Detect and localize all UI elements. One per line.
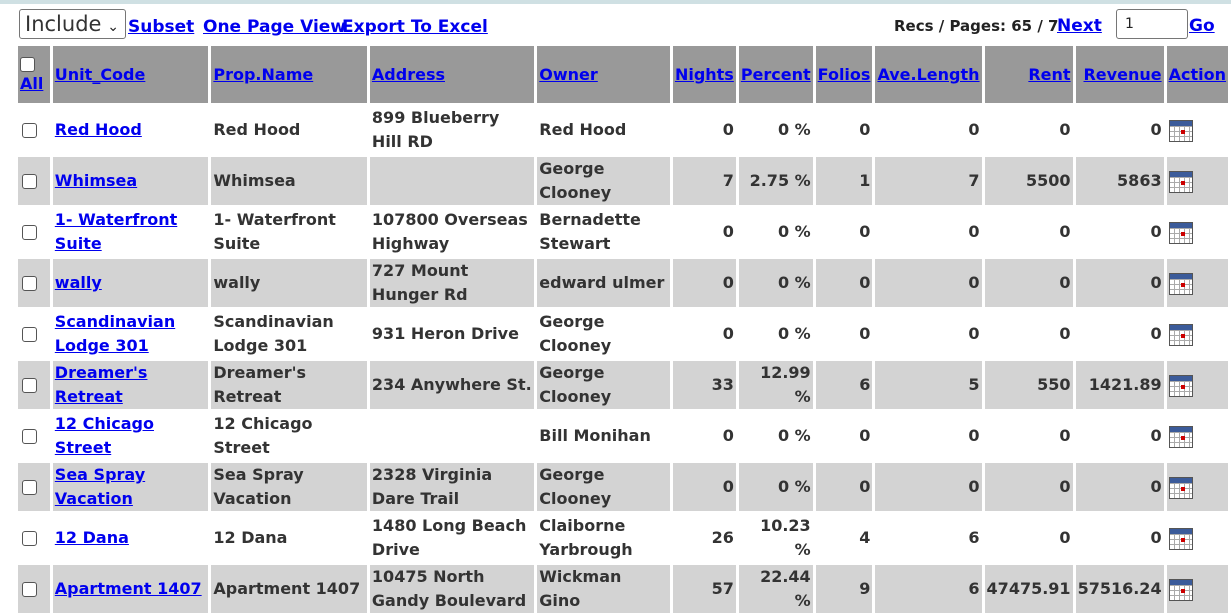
row-checkbox[interactable] bbox=[22, 531, 37, 546]
unit-code-link[interactable]: 12 Chicago Street bbox=[54, 414, 154, 457]
page-number-input[interactable]: 1 bbox=[1116, 9, 1188, 39]
prop-name-cell: wally bbox=[211, 259, 367, 307]
unit-code-header[interactable]: Unit_Code bbox=[54, 65, 146, 84]
next-page-link[interactable]: Next bbox=[1057, 16, 1102, 36]
percent-header[interactable]: Percent bbox=[740, 65, 811, 84]
unit-code-link[interactable]: Whimsea bbox=[54, 171, 138, 190]
revenue-cell: 0 bbox=[1150, 324, 1162, 343]
address-cell: 1480 Long Beach Drive bbox=[371, 516, 527, 559]
nights-cell: 33 bbox=[673, 361, 736, 409]
unit-code-link[interactable]: Apartment 1407 bbox=[54, 579, 202, 598]
calendar-icon[interactable] bbox=[1169, 171, 1193, 193]
unit-code-cell bbox=[53, 106, 209, 154]
unit-code-link[interactable]: Red Hood bbox=[54, 120, 142, 139]
action-cell bbox=[1167, 310, 1228, 358]
unit-code-link[interactable]: Dreamer's Retreat bbox=[54, 363, 148, 406]
nights-cell: 0 bbox=[722, 120, 734, 139]
row-select-cell bbox=[18, 514, 50, 562]
action-cell bbox=[1167, 565, 1228, 613]
row-checkbox[interactable] bbox=[22, 174, 37, 189]
rent-cell: 0 bbox=[1059, 120, 1071, 139]
revenue-header[interactable]: Revenue bbox=[1083, 65, 1162, 84]
folios-cell: 4 bbox=[859, 528, 871, 547]
unit-code-cell bbox=[53, 208, 209, 256]
calendar-icon[interactable] bbox=[1169, 273, 1193, 295]
unit-code-link[interactable]: Scandinavian Lodge 301 bbox=[54, 312, 176, 355]
action-cell bbox=[1167, 463, 1228, 511]
revenue-cell: 0 bbox=[1150, 528, 1162, 547]
nights-cell: 57 bbox=[673, 565, 736, 613]
row-checkbox[interactable] bbox=[22, 378, 37, 393]
revenue-cell: 5863 bbox=[1076, 157, 1164, 205]
folios-cell: 0 bbox=[859, 120, 871, 139]
prop-name-header[interactable]: Prop.Name bbox=[213, 65, 314, 84]
all-label[interactable]: All bbox=[20, 73, 44, 93]
select-all-header[interactable] bbox=[18, 46, 50, 103]
address-cell: 107800 Overseas Highway bbox=[371, 210, 528, 253]
row-select-cell bbox=[18, 463, 50, 511]
row-select-cell bbox=[18, 208, 50, 256]
unit-code-cell bbox=[53, 463, 209, 511]
rent-cell: 47475.91 bbox=[985, 565, 1073, 613]
owner-cell: George Clooney bbox=[537, 361, 670, 409]
folios-cell: 0 bbox=[859, 324, 871, 343]
unit-code-cell bbox=[53, 310, 209, 358]
prop-name-cell: Red Hood bbox=[213, 120, 301, 139]
row-select-cell bbox=[18, 259, 50, 307]
action-header[interactable]: Action bbox=[1168, 65, 1226, 84]
select-all-checkbox[interactable] bbox=[20, 57, 35, 72]
unit-code-link[interactable]: wally bbox=[54, 273, 102, 292]
owner-cell: edward ulmer bbox=[537, 259, 670, 307]
owner-cell: Red Hood bbox=[539, 120, 627, 139]
unit-code-cell bbox=[53, 361, 209, 409]
prop-name-cell: Sea Spray Vacation bbox=[211, 463, 367, 511]
nights-cell: 26 bbox=[711, 528, 734, 547]
top-border bbox=[0, 0, 1231, 4]
ave-length-cell: 0 bbox=[968, 120, 980, 139]
action-cell bbox=[1167, 106, 1228, 154]
percent-cell: 12.99 % bbox=[739, 361, 813, 409]
go-link[interactable]: Go bbox=[1189, 16, 1215, 36]
prop-name-cell: 12 Dana bbox=[213, 528, 288, 547]
revenue-cell: 0 bbox=[1076, 463, 1164, 511]
percent-cell: 0 % bbox=[777, 222, 811, 241]
owner-cell: Claiborne Yarbrough bbox=[539, 516, 633, 559]
percent-cell: 2.75 % bbox=[739, 157, 813, 205]
owner-cell: Bernadette Stewart bbox=[539, 210, 641, 253]
folios-cell: 0 bbox=[859, 426, 871, 445]
percent-cell: 22.44 % bbox=[739, 565, 813, 613]
folios-cell: 9 bbox=[816, 565, 873, 613]
unit-code-cell bbox=[53, 157, 209, 205]
percent-cell: 0 % bbox=[739, 463, 813, 511]
table-row bbox=[18, 361, 1228, 409]
table-row bbox=[18, 106, 1228, 154]
revenue-cell: 57516.24 bbox=[1076, 565, 1164, 613]
rent-cell: 0 bbox=[1059, 324, 1071, 343]
action-cell bbox=[1167, 412, 1228, 460]
export-to-excel-link[interactable]: Export To Excel bbox=[342, 17, 488, 37]
row-select-cell bbox=[18, 157, 50, 205]
owner-header[interactable]: Owner bbox=[539, 65, 598, 84]
folios-cell: 1 bbox=[816, 157, 873, 205]
rent-cell: 0 bbox=[985, 259, 1073, 307]
filter-select-value: Include bbox=[25, 12, 102, 36]
subset-link[interactable]: Subset bbox=[128, 17, 195, 37]
calendar-icon[interactable] bbox=[1169, 477, 1193, 499]
calendar-icon[interactable] bbox=[1169, 426, 1193, 448]
table-row bbox=[18, 565, 1228, 613]
ave-length-cell: 5 bbox=[875, 361, 981, 409]
ave-length-header[interactable]: Ave.Length bbox=[877, 65, 980, 84]
rent-cell: 0 bbox=[1059, 222, 1071, 241]
action-cell bbox=[1167, 514, 1228, 562]
unit-code-link[interactable]: 12 Dana bbox=[54, 528, 129, 547]
prop-name-cell: Whimsea bbox=[211, 157, 367, 205]
nights-header[interactable]: Nights bbox=[674, 65, 734, 84]
action-cell bbox=[1167, 208, 1228, 256]
nights-cell: 0 bbox=[722, 222, 734, 241]
revenue-cell: 0 bbox=[1150, 120, 1162, 139]
filter-select[interactable] bbox=[19, 9, 126, 39]
rent-cell: 0 bbox=[985, 463, 1073, 511]
calendar-icon[interactable] bbox=[1169, 324, 1193, 346]
ave-length-cell: 6 bbox=[968, 528, 980, 547]
address-cell: 931 Heron Drive bbox=[371, 324, 519, 343]
revenue-cell: 0 bbox=[1150, 426, 1162, 445]
table-row bbox=[18, 157, 1228, 205]
row-checkbox[interactable] bbox=[22, 276, 37, 291]
address-header[interactable]: Address bbox=[371, 65, 445, 84]
action-cell bbox=[1167, 157, 1228, 205]
ave-length-cell: 0 bbox=[875, 259, 981, 307]
table-row bbox=[18, 208, 1228, 256]
units-table bbox=[15, 43, 1231, 616]
row-select-cell bbox=[18, 361, 50, 409]
address-cell bbox=[370, 412, 534, 460]
address-cell: 2328 Virginia Dare Trail bbox=[370, 463, 534, 511]
rent-header[interactable]: Rent bbox=[1028, 65, 1071, 84]
folios-header[interactable]: Folios bbox=[817, 65, 871, 84]
one-page-view-link[interactable]: One Page View bbox=[203, 17, 347, 37]
owner-cell: Wickman Gino bbox=[537, 565, 670, 613]
table-row bbox=[18, 412, 1228, 460]
calendar-icon[interactable] bbox=[1169, 579, 1193, 601]
percent-cell: 0 % bbox=[777, 324, 811, 343]
unit-code-cell bbox=[53, 565, 209, 613]
prop-name-cell: Scandinavian Lodge 301 bbox=[213, 312, 334, 355]
toolbar bbox=[0, 8, 1231, 44]
folios-cell: 0 bbox=[816, 259, 873, 307]
nights-cell: 0 bbox=[722, 324, 734, 343]
action-cell bbox=[1167, 259, 1228, 307]
owner-cell: Bill Monihan bbox=[539, 426, 651, 445]
row-checkbox[interactable] bbox=[22, 123, 37, 138]
ave-length-cell: 0 bbox=[875, 463, 981, 511]
folios-cell: 0 bbox=[859, 222, 871, 241]
prop-name-cell: Dreamer's Retreat bbox=[211, 361, 367, 409]
table-row bbox=[18, 463, 1228, 511]
percent-cell: 0 % bbox=[739, 259, 813, 307]
folios-cell: 6 bbox=[816, 361, 873, 409]
row-checkbox[interactable] bbox=[22, 429, 37, 444]
calendar-icon[interactable] bbox=[1169, 375, 1193, 397]
action-cell bbox=[1167, 361, 1228, 409]
revenue-cell: 0 bbox=[1150, 222, 1162, 241]
percent-cell: 0 % bbox=[777, 120, 811, 139]
row-checkbox[interactable] bbox=[22, 327, 37, 342]
table-row bbox=[18, 514, 1228, 562]
unit-code-cell bbox=[53, 514, 209, 562]
ave-length-cell: 0 bbox=[968, 324, 980, 343]
nights-cell: 7 bbox=[673, 157, 736, 205]
percent-cell: 10.23 % bbox=[760, 516, 811, 559]
prop-name-cell: Apartment 1407 bbox=[211, 565, 367, 613]
rent-cell: 0 bbox=[1059, 528, 1071, 547]
address-cell: 899 Blueberry Hill RD bbox=[371, 108, 500, 151]
rent-cell: 0 bbox=[1059, 426, 1071, 445]
revenue-cell: 1421.89 bbox=[1076, 361, 1164, 409]
table-row bbox=[18, 310, 1228, 358]
nights-cell: 0 bbox=[722, 426, 734, 445]
calendar-icon[interactable] bbox=[1169, 222, 1193, 244]
ave-length-cell: 0 bbox=[968, 222, 980, 241]
row-select-cell bbox=[18, 310, 50, 358]
unit-code-cell bbox=[53, 259, 209, 307]
row-select-cell bbox=[18, 565, 50, 613]
row-checkbox[interactable] bbox=[22, 480, 37, 495]
calendar-icon[interactable] bbox=[1169, 120, 1193, 142]
address-cell: 10475 North Gandy Boulevard bbox=[370, 565, 534, 613]
prop-name-cell: 12 Chicago Street bbox=[213, 414, 313, 457]
ave-length-cell: 6 bbox=[875, 565, 981, 613]
owner-cell: George Clooney bbox=[539, 312, 612, 355]
folios-cell: 0 bbox=[816, 463, 873, 511]
row-select-cell bbox=[18, 412, 50, 460]
address-cell: 727 Mount Hunger Rd bbox=[370, 259, 534, 307]
row-select-cell bbox=[18, 106, 50, 154]
nights-cell: 0 bbox=[673, 259, 736, 307]
calendar-icon[interactable] bbox=[1169, 528, 1193, 550]
ave-length-cell: 7 bbox=[875, 157, 981, 205]
owner-cell: George Clooney bbox=[537, 157, 670, 205]
row-checkbox[interactable] bbox=[22, 225, 37, 240]
table-row bbox=[18, 259, 1228, 307]
revenue-cell: 0 bbox=[1076, 259, 1164, 307]
unit-code-link[interactable]: 1- Waterfront Suite bbox=[54, 210, 178, 253]
rent-cell: 5500 bbox=[985, 157, 1073, 205]
table-header-row bbox=[18, 46, 1228, 103]
nights-cell: 0 bbox=[673, 463, 736, 511]
unit-code-cell bbox=[53, 412, 209, 460]
address-cell: 234 Anywhere St. bbox=[370, 361, 534, 409]
recs-pages-label: Recs / Pages: 65 / 7 bbox=[894, 17, 1059, 35]
owner-cell: George Clooney bbox=[537, 463, 670, 511]
ave-length-cell: 0 bbox=[968, 426, 980, 445]
rent-cell: 550 bbox=[985, 361, 1073, 409]
address-cell bbox=[370, 157, 534, 205]
unit-code-link[interactable]: Sea Spray Vacation bbox=[54, 465, 146, 508]
row-checkbox[interactable] bbox=[22, 582, 37, 597]
prop-name-cell: 1- Waterfront Suite bbox=[213, 210, 336, 253]
chevron-down-icon: ⌄ bbox=[107, 19, 119, 35]
percent-cell: 0 % bbox=[777, 426, 811, 445]
